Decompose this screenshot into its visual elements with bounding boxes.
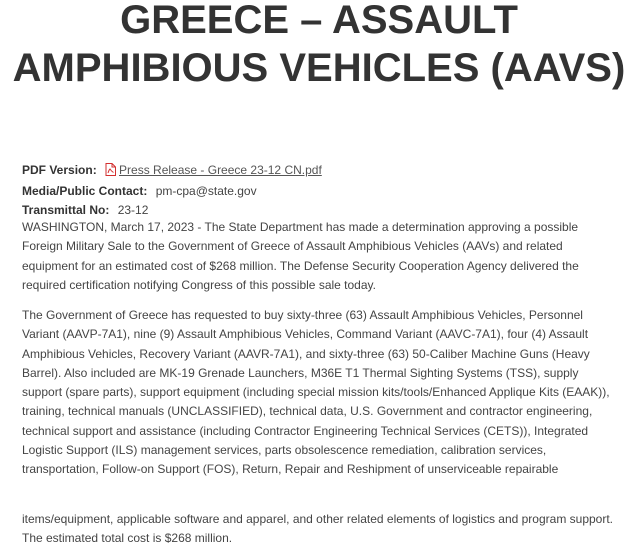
media-contact-label: Media/Public Contact: <box>22 184 148 198</box>
pdf-download-link[interactable]: Press Release - Greece 23-12 CN.pdf <box>119 163 322 177</box>
transmittal-number: 23-12 <box>117 203 149 217</box>
body-paragraph-continuation: items/equipment, applicable software and apparel, and other related elements of logistics and program support. The estimated total cost is $268 million. <box>22 512 614 546</box>
release-metadata <box>22 161 622 220</box>
pdf-version-label: PDF Version: <box>22 163 97 177</box>
media-contact-email: pm-cpa@state.gov <box>155 184 257 198</box>
transmittal-label: Transmittal No: <box>22 203 110 217</box>
pdf-version-row <box>22 161 622 182</box>
media-contact-row <box>22 182 622 201</box>
pdf-file-icon <box>105 163 116 182</box>
body-paragraph-details: The Government of Greece has requested to buy sixty-three (63) Assault Amphibious Vehicles, Personnel Variant (AAVP-7A1), nine (9) Assault Amphibious Vehicles, Command Variant (AAVC-7A1), four (4) Assault Amphibious Vehicles, Recovery Variant (AAVR-7A1), and sixty-three (63) 50-Caliber Machine Guns (Heavy Barrel). Also included are MK-19 Grenade Launchers, M36E T1 Thermal Sighting Systems (TSS), supply support (spare parts), support equipment (including special mission kits/tools/Enhanced Applique Kits (EAAK)), training, technical manuals (UNCLASSIFIED), technical data, U.S. Government and contractor engineering, technical support and assistance (including Contractor Engineering Technical Services (CETS)), Integrated Logistic Support (ILS) management services, parts obsolescence remediation, calibration services, transportation, Follow-on Support (FOS), Return, Repair and Reshipment of unserviceable repairable <box>22 308 610 477</box>
body-paragraph-announcement: WASHINGTON, March 17, 2023 - The State Department has made a determination approving a possible Foreign Military Sale to the Government of Greece of Assault Amphibious Vehicles (AAVs) and related equipment for an estimated cost of $268 million. The Defense Security Cooperation Agency delivered the required certification notifying Congress of this possible sale today. <box>22 220 579 292</box>
page-title: GREECE – ASSAULT AMPHIBIOUS VEHICLES (AAVS) <box>12 0 626 90</box>
